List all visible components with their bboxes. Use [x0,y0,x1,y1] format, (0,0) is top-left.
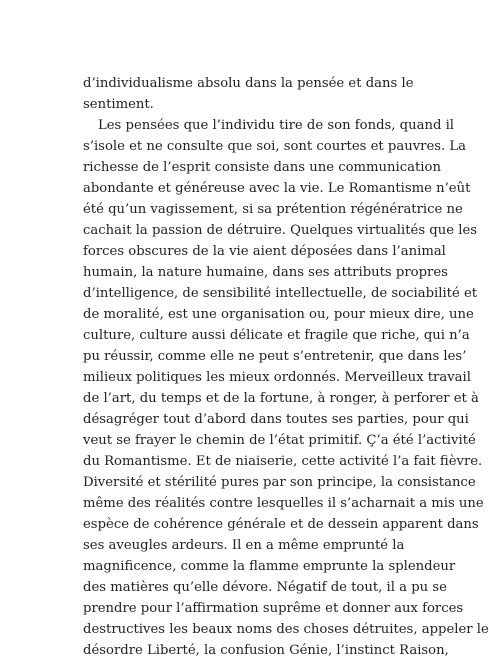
text-line: culture, culture aussi délicate et fragile que riche, qui n’a [83,328,470,343]
text-line: destructives les beaux noms des choses détruites, appeler le [83,622,489,637]
text-line: prendre pour l’affirmation suprême et donner aux forces [83,601,464,616]
text-line: d’intelligence, de sensibilité intellectuelle, de sociabilité et [83,286,478,301]
text-line: des matières qu’elle dévore. Négatif de tout, il a pu se [83,580,447,595]
text-line: forces obscures de la vie aient déposées dans l’animal [83,244,446,259]
text-line: ses aveugles ardeurs. Il en a même emprunté la [83,538,405,553]
text-line: pu réussir, comme elle ne peut s’entretenir, que dans les’ [83,349,467,364]
text-line: de moralité, est une organisation ou, pour mieux dire, une [83,307,474,322]
text-line: humain, la nature humaine, dans ses attributs propres [83,265,448,280]
text-line: Les pensées que l’individu tire de son fonds, quand il [98,118,455,133]
text-line: milieux politiques les mieux ordonnés. Merveilleux travail [83,370,471,385]
text-line: veut se frayer le chemin de l’état primitif. Ç’a été l’activité [83,433,476,448]
text-line: même des réalités contre lesquelles il s’acharnait a mis une [83,496,484,511]
text-line: de l’art, du temps et de la fortune, à ronger, à perforer et à [83,391,479,406]
text-line: du Romantisme. Et de niaiserie, cette activité l’a fait fièvre. [83,454,483,469]
text-line: espèce de cohérence générale et de dessein apparent dans [83,517,479,532]
text-line: été qu’un vagissement, si sa prétention régénératrice ne [83,202,463,217]
text-line: Diversité et stérilité pures par son principe, la consistance [83,475,476,490]
body-text [83,73,489,661]
text-line: désagréger tout d’abord dans toutes ses parties, pour qui [83,412,469,427]
text-line: s’isole et ne consulte que soi, sont courtes et pauvres. La [83,139,467,154]
text-line: d’individualisme absolu dans la pensée et dans le [83,76,414,91]
text-line: désordre Liberté, la confusion Génie, l’instinct Raison, [83,643,449,658]
text-line: magnificence, comme la flamme emprunte la splendeur [83,559,456,574]
text-line: abondante et généreuse avec la vie. Le Romantisme n’eût [83,181,471,196]
text-line: sentiment. [83,97,154,112]
text-line: cachait la passion de détruire. Quelques virtualités que les [83,223,478,238]
text-line: richesse de l’esprit consiste dans une communication [83,160,441,175]
